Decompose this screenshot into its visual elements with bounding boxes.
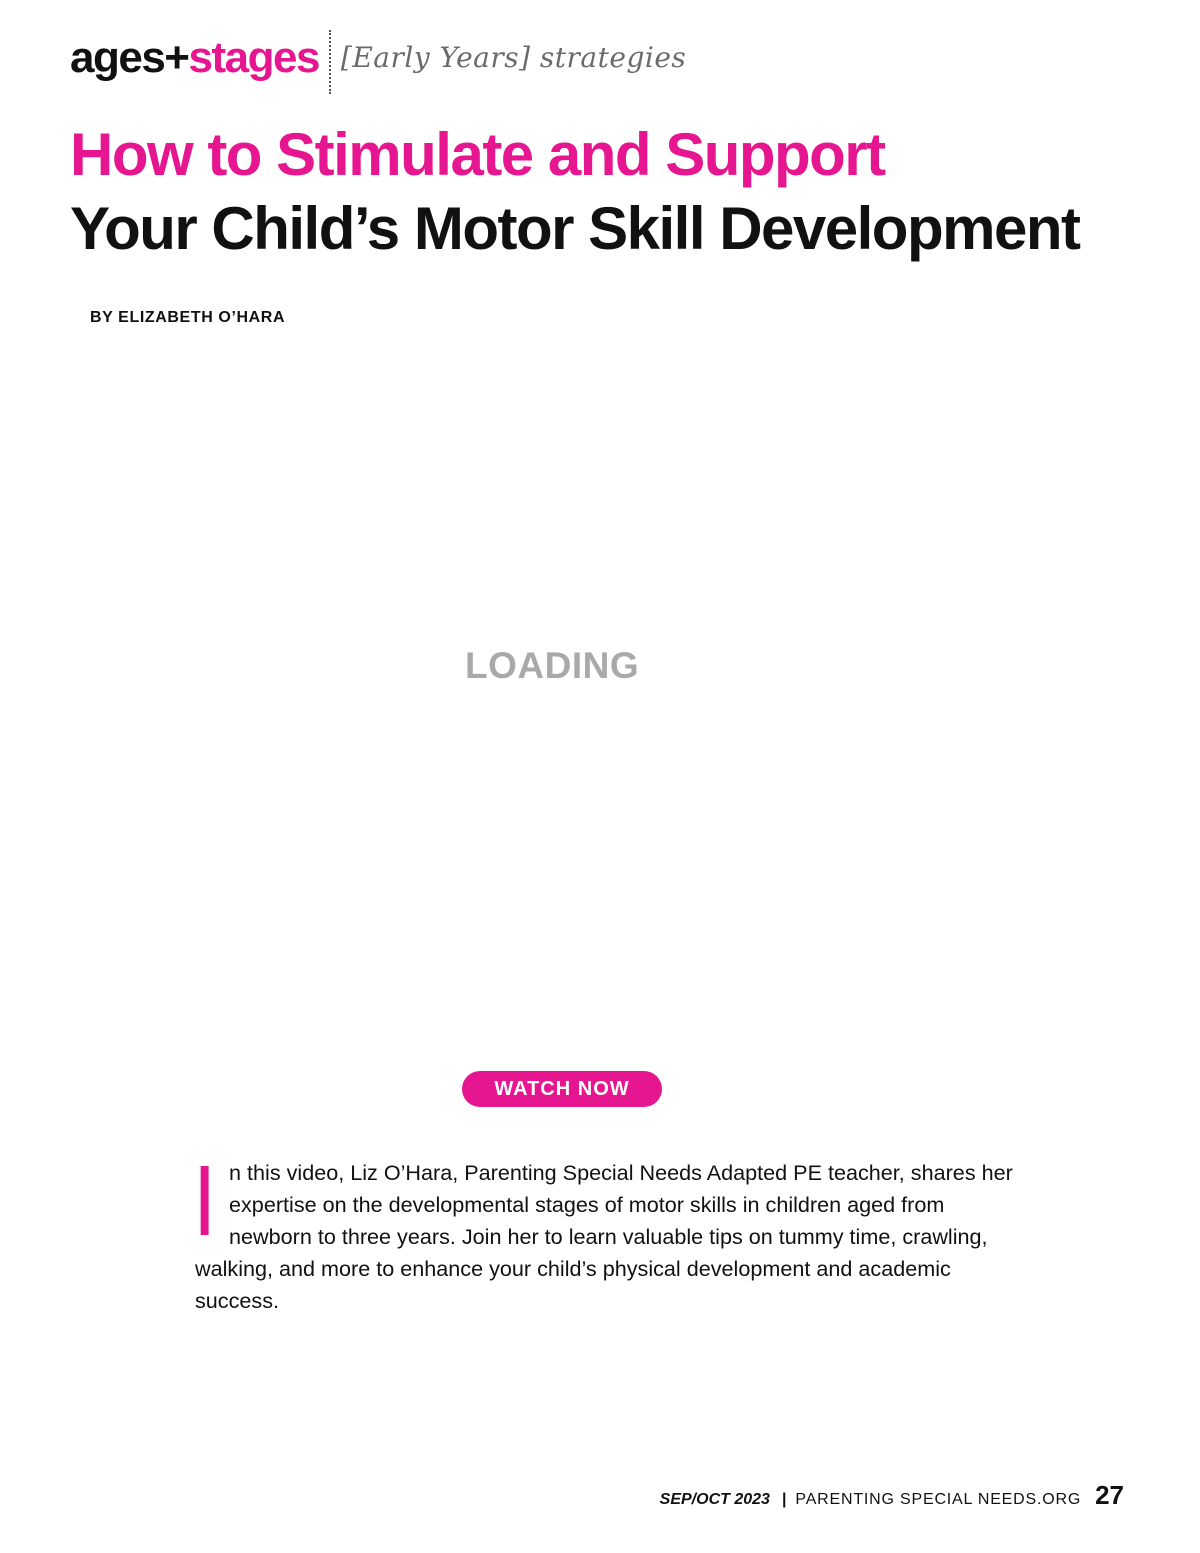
section-label: [Early Years] strategies [340, 41, 687, 74]
title-line-2: Your Child’s Motor Skill Development [70, 195, 1080, 262]
page-footer [660, 1480, 1124, 1511]
page-number: 27 [1095, 1480, 1124, 1510]
watch-now-button[interactable]: WATCH NOW [462, 1071, 662, 1107]
byline: BY ELIZABETH O’HARA [90, 309, 286, 326]
loading-indicator: LOADING [465, 645, 640, 686]
title-line-1: How to Stimulate and Support [70, 121, 885, 188]
video-embed[interactable] [150, 350, 950, 1030]
article-body [195, 1145, 1015, 1317]
brand-logo [70, 30, 319, 86]
article-title [70, 118, 1170, 266]
article-body-text: n this video, Liz O’Hara, Parenting Special Needs Adapted PE teacher, shares her expertise on the developmental stages of motor skills in children aged from newborn to three years. Join her to learn valuable tips on tummy time, crawling, walking, and more to enhance your child’s physical development and academic success. [195, 1160, 1013, 1313]
site-name[interactable]: PARENTING SPECIAL NEEDS.ORG [795, 1491, 1082, 1508]
drop-cap: I [197, 1145, 213, 1257]
footer-separator: | [781, 1491, 787, 1508]
page-header [70, 30, 686, 94]
issue-date: SEP/OCT 2023 [659, 1491, 770, 1508]
brand-stages: stages [188, 33, 319, 82]
brand-plus: + [164, 33, 189, 82]
header-divider [329, 30, 331, 94]
brand-ages: ages [70, 33, 165, 82]
